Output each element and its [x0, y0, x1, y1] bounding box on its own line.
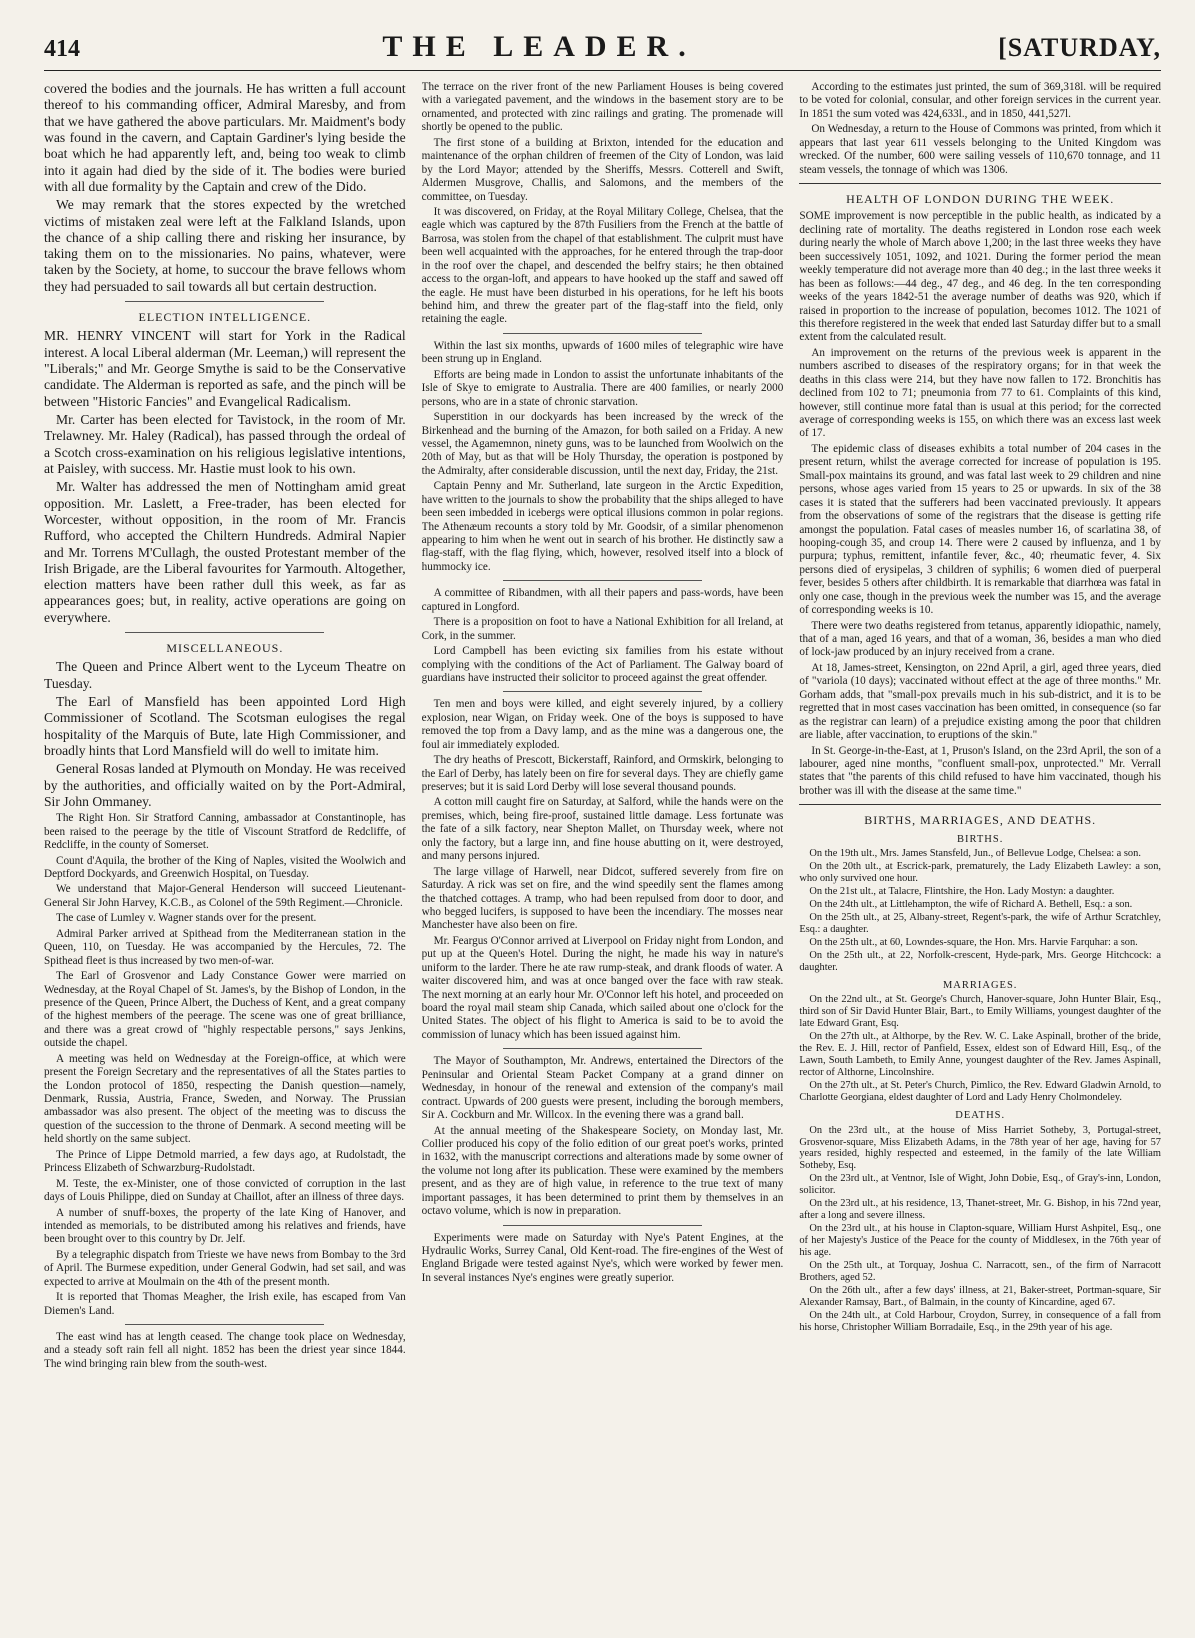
death-notice: On the 23rd ult., at his residence, 13, Thanet-street, Mr. G. Bishop, in his 72nd year, after a long and severe illness. [799, 1198, 1161, 1222]
column-3 [799, 81, 1161, 1636]
article-paragraph: The Earl of Grosvenor and Lady Constance Gower were married on Wednesday, at the Royal Chapel of St. James's, by the Bishop of London, in the presence of the Queen, Prince Albert, the Duchess of Kent, and a great company of the highest members of the peerage. The scene was one of great brilliance, and there was a great crowd of "highly respectable persons," says Jenkins, outside the chapel. [44, 970, 406, 1050]
article-paragraph: The terrace on the river front of the new Parliament Houses is being covered with a variegated pavement, and the windows in the basement story are to be ornamented, and protected with zinc railings and grating. The promenade will shortly be opened to the public. [421, 81, 784, 134]
article-paragraph: covered the bodies and the journals. He has written a full account thereof to his commanding officer, Admiral Maresby, and from that we have gathered the above particulars. Mr. Maidment's body was found in the cavern, and Captain Gardiner's lying beside the boat which he had apparently left, and, being too weak to climb into it again had died by the side of it. The bodies were buried with all due formality by the Captain and crew of the Dido. [44, 81, 406, 194]
article-paragraph: Admiral Parker arrived at Spithead from the Mediterranean station in the Queen, 110, on Tuesday. He was accompanied by the Hercules, 72. The Spithead fleet is thus increased by two men-of-war. [44, 927, 406, 967]
masthead [44, 30, 1161, 71]
article-paragraph: A cotton mill caught fire on Saturday, at Salford, while the hands were on the premises, which, being fire-proof, sustained little damage. Less fortunate was the fate of a silk factory, near Shepton Mallet, on Thursday week, where not only the factory, but a large inn, and fine house abutting on it, were destroyed, and many persons injured. [421, 796, 784, 863]
article-paragraph: Ten men and boys were killed, and eight severely injured, by a colliery explosion, near Wigan, on Friday week. One of the boys is supposed to have removed the top from a Davy lamp, and as the mine was a dangerous one, the foul air immediately exploded. [421, 698, 784, 751]
death-notice: On the 23rd ult., at Ventnor, Isle of Wight, John Dobie, Esq., of Gray's-inn, London, solicitor. [799, 1173, 1161, 1197]
health-heading: HEALTH OF LONDON DURING THE WEEK. [846, 192, 1115, 207]
article-paragraph: By a telegraphic dispatch from Trieste we have news from Bombay to the 3rd of April. The Burmese expedition, under General Godwin, had set sail, and was expected to arrive at Moulmain on the 4th of the present month. [44, 1248, 406, 1288]
deaths-heading: DEATHS. [955, 1109, 1006, 1121]
column-1 [44, 81, 406, 1636]
section-divider [125, 632, 324, 633]
issue-day: [SATURDAY, [998, 33, 1161, 62]
article-paragraph: MR. HENRY VINCENT will start for York in the Radical interest. A local Liberal alderman (Mr. Leeman,) will represent the "Liberals;" and Mr. George Smythe is said to be the Conservative candidate. The Alderman is reported as safe, and the pinch will be between "Historic Fancies" and Evangelical Radicalism. [44, 328, 406, 409]
article-paragraph: An improvement on the returns of the previous week is apparent in the numbers ascribed to diseases of the respiratory organs; for in that week the deaths in this class were 214, but they have now fallen to 172. Bronchitis has declined from 102 to 71; pneumonia from 77 to 61. Complaints of this kind, however, still continue more fatal than is usual at this period; for the corrected average of corresponding weeks is 155, on which there was an excess last week of 17. [799, 346, 1161, 440]
article-paragraph: The Right Hon. Sir Stratford Canning, ambassador at Constantinople, has been raised to the peerage by the title of Viscount Stratford de Redcliffe, of Redcliffe, in the county of Somerset. [44, 812, 406, 852]
section-divider [503, 1225, 702, 1226]
bmd-heading: BIRTHS, MARRIAGES, AND DEATHS. [864, 813, 1097, 828]
marriage-notice: On the 27th ult., at St. Peter's Church, Pimlico, the Rev. Edward Gladwin Arnold, to Charlotte Georgiana, eldest daughter of Lord and Lady Henry Cholmondeley. [799, 1080, 1161, 1103]
article-paragraph: It was discovered, on Friday, at the Royal Military College, Chelsea, that the eagle which was captured by the 87th Fusiliers from the French at the battle of Barrosa, was stolen from the chapel of that establishment. The culprit must have been well acquainted with the approaches, for he entered through the trap-door in the roof over the chapel, and descended the belfry stairs; he then obtained access to the organ-loft, and appears to have hooked up the staff and sawed off the eagle. He must have been disturbed in his operations, for he left his boots behind him, and threw the greater part of the flag-staff into the field, only retaining the eagle. [421, 205, 784, 326]
article-paragraph: We may remark that the stores expected by the wretched victims of mistaken zeal were left at the Falkland Islands, upon the chance of a ship calling there and risking her insurance, by taking them on to the missionaries. No pains, whatever, were taken by the Society, at home, to succour the brave fellows whom they had persuaded to sail towards all but certain destruction. [44, 197, 406, 294]
birth-notice: On the 20th ult., at Escrick-park, prematurely, the Lady Elizabeth Lawley: a son, who only survived one hour. [799, 861, 1161, 885]
article-paragraph: On Wednesday, a return to the House of Commons was printed, from which it appears that last year 611 vessels belonging to the United Kingdom was wrecked. Of the number, 600 were sailing vessels of 110,670 tonnage, and 11 steam vessels, the tonnage of which was 1306. [799, 123, 1161, 176]
misc-list [44, 659, 406, 1318]
birth-notice: On the 21st ult., at Talacre, Flintshire, the Hon. Lady Mostyn: a daughter. [809, 886, 1115, 898]
article-paragraph: Lord Campbell has been evicting six families from his estate without complying with the conditions of the Act of Parliament. The Galway board of guardians have instructed their solicitor to proceed against the great offender. [421, 645, 784, 684]
article-paragraph: A committee of Ribandmen, with all their papers and pass-words, have been captured in Longford. [421, 587, 784, 613]
article-paragraph: Mr. Feargus O'Connor arrived at Liverpool on Friday night from London, and put up at the Queen's Hotel. During the night, he made his way in nature's uniform to the larder. There he ate raw rump-steak, and drank floods of water. A waiter discovered him, and was at once banged over the face with raw steak. The next morning at an early hour Mr. O'Connor left his hotel, and proceeded on board the royal mail steam ship Canada, which sailed about one o'clock for the United States. The object of his flight to America is said to be to avoid the commission of lunacy which has been issued against him. [421, 934, 784, 1041]
miscellaneous-heading: MISCELLANEOUS. [166, 641, 284, 656]
article-paragraph: Superstition in our dockyards has been increased by the wreck of the Birkenhead and the burning of the Amazon, for both sailed on a Friday. A new vessel, the Agamemnon, ninety guns, was to be launched from Woolwich on the 20th of May, but as that will be Holy Thursday, the operation is postponed by the Admiralty, after considerable discussion, until the next day, Friday, the 21st. [421, 411, 784, 477]
article-paragraph: The large village of Harwell, near Didcot, suffered severely from fire on Saturday. A rick was set on fire, and the wind speedily sent the flames among the thatched cottages. A tramp, who had been repulsed from door to door, and who begged lucifers, is supposed to have been the incendiary. The mosses near Manchester have also been on fire. [421, 865, 784, 932]
column-2 [422, 81, 784, 1636]
article-paragraph: At the annual meeting of the Shakespeare Society, on Monday last, Mr. Collier produced his copy of the folio edition of our great poet's works, printed in 1632, with the manuscript corrections and alterations made by some owner of the volume not long after its publication. These were examined by the members present, and as they are of high value, in reference to the true text of many important passages, it has been determined to print them by themselves in an octavo volume, which is now in preparation. [421, 1124, 784, 1218]
death-notice: On the 25th ult., at Torquay, Joshua C. Narracott, sen., of the firm of Narracott Brothers, aged 52. [799, 1260, 1161, 1283]
article-paragraph: SOME improvement is now perceptible in the public health, as indicated by a declining rate of mortality. The deaths registered in London rose each week during nearly the whole of March above 1,200; in the last three weeks they have been successively 1051, 1092, and 1021. During the former period the mean weekly temperature did not average more than 40 deg.; in the last three weeks it has been as follows:—44 deg., 47 deg., and 46 deg. In the ten corresponding weeks of the years 1842-51 the average number of deaths was 920, which if raised in proportion to the increase of population, becomes 1012. The 1021 of this therefore registered in the week that ended last Saturday differ but to a small extent from the calculated result. [799, 210, 1161, 344]
article-paragraph: Within the last six months, upwards of 1600 miles of telegraphic wire have been strung up in England. [421, 339, 784, 366]
births-heading: BIRTHS. [957, 833, 1004, 845]
section-divider [799, 183, 1161, 184]
article-paragraph: The Prince of Lippe Detmold married, a few days ago, at Rudolstadt, the Princess Elizabeth of Schwarzburg-Rudolstadt. [44, 1148, 406, 1175]
birth-notice: On the 19th ult., Mrs. James Stansfeld, Jun., of Bellevue Lodge, Chelsea: a son. [809, 848, 1141, 860]
death-notice: On the 23rd ult., at his house in Clapton-square, William Hurst Ashpitel, Esq., one of her Majesty's Justice of the Peace for the county of Middlesex, in the 76th year of his age. [799, 1223, 1161, 1259]
section-divider [799, 804, 1161, 805]
article-paragraph: A meeting was held on Wednesday at the Foreign-office, at which were present the Foreign Secretary and the representatives of all the States parties to the London protocol of 1850, respecting the Danish question—namely, Denmark, Russia, Austria, France, Sweden, and Norway. The Prussian ambassador was also present. The object of the meeting was to discuss the question of the succession to the throne of Denmark. A second meeting will be held shortly on the same subject. [44, 1052, 406, 1146]
section-divider [503, 691, 702, 692]
article-paragraph: Efforts are being made in London to assist the unfortunate inhabitants of the Isle of Skye to emigrate to Australia. There are 400 families, or nearly 2000 persons, who are in a state of chronic starvation. [421, 368, 784, 408]
article-paragraph: There is a proposition on foot to have a National Exhibition for all Ireland, at Cork, in the summer. [421, 616, 784, 642]
article-paragraph: Experiments were made on Saturday with Nye's Patent Engines, at the Hydraulic Works, Surrey Canal, Old Kent-road. The fire-engines of the West of England Brigade were tested against Nye's, which were worked by fewer men. In several instances Nye's engines were greatly superior. [421, 1231, 784, 1284]
weather-paragraph: The east wind has at length ceased. The change took place on Wednesday, and a steady soft rain fell all night. 1852 has been the driest year since 1844. The wind bringing rain blew from the south-west. [44, 1331, 406, 1370]
marriage-notice: On the 27th ult., at Althorpe, by the Rev. W. C. Lake Aspinall, brother of the bride, the Rev. E. J. Hill, rector of Panfield, Essex, eldest son of Edward Hill, Esq., of the Lawn, South Lambeth, to Emily Anne, youngest daughter of the Rev. James Aspinall, rector of Althorne, Lincolnshire. [799, 1031, 1161, 1079]
article-paragraph: A number of snuff-boxes, the property of the late King of Hanover, and intended as memorials, to be distributed among his relatives and friends, have been brought over to this country by Dr. Jelf. [44, 1206, 406, 1246]
newspaper-title: THE LEADER. [382, 30, 696, 63]
article-paragraph: General Rosas landed at Plymouth on Monday. He was received by the authorities, and officially waited on by the Port-Admiral, Sir John Ommaney. [44, 761, 406, 809]
article-paragraph: The case of Lumley v. Wagner stands over for the present. [56, 912, 317, 925]
article-paragraph: There were two deaths registered from tetanus, apparently idiopathic, namely, that of a man, aged 16 years, and that of a woman, 36, besides a man who died of lock-jaw produced by an injury received from a crane. [799, 619, 1161, 659]
section-divider [503, 580, 702, 581]
section-divider [125, 1324, 324, 1325]
article-paragraph: The first stone of a building at Brixton, intended for the education and maintenance of the orphan children of freemen of the City of London, was laid by the Lord Mayor; attended by the Sheriffs, Messrs. Cotterell and Swift, Aldermen Musgrove, Challis, and Salomons, and the members of the committee, on Tuesday. [421, 136, 784, 203]
marriage-notice: On the 22nd ult., at St. George's Church, Hanover-square, John Hunter Blair, Esq., third son of Sir David Hunter Blair, Bart., to Emily Williams, youngest daughter of the late Edward Grant, Esq. [799, 994, 1161, 1030]
article-paragraph: At 18, James-street, Kensington, on 22nd April, a girl, aged three years, died of "variola (10 days); vaccinated without effect at the age of three months." Mr. Gorham adds, that "small-pox prevails much in his sub-district, and it is to be regretted that in most cases vaccination has been omitted, in consequence (so far as the registrar can learn) of a prejudice existing among the poor that children are liable, after vaccination, to eruptions of the skin." [799, 661, 1161, 742]
birth-notice: On the 25th ult., at 22, Norfolk-crescent, Hyde-park, Mrs. George Hitchcock: a daughter. [799, 949, 1161, 973]
marriages-heading: MARRIAGES. [942, 979, 1018, 991]
article-paragraph: We understand that Major-General Henderson will succeed Lieutenant-General Sir John Harvey, K.C.B., as Colonel of the 59th Regiment.—Chronicle. [44, 883, 406, 909]
birth-notice: On the 25th ult., at 25, Albany-street, Regent's-park, the wife of Arthur Scratchley, Esq.: a daughter. [799, 912, 1161, 935]
article-paragraph: The Queen and Prince Albert went to the Lyceum Theatre on Tuesday. [44, 659, 406, 691]
article-paragraph: The epidemic class of diseases exhibits a total number of 204 cases in the present return, whilst the average corrected for increase of population is 195. Small-pox maintains its ground, and was fatal last week to 29 children and nine persons, whose ages varied from 15 years to 25 or upwards. In six of the 38 cases it is stated that the sufferers had been vaccinated previously. It appears from the observations of some of the registrars that the disease is getting rife amongst the population. Fatal cases of measles number 16, of scarlatina 38, of hooping-cough 35, and croup 14. There were 2 caused by influenza, and 1 by purpura; typhus, remittent, infantile fever, &c., 40; rheumatic fever, 4. Six persons died of erysipelas, 3 children of syphilis; 6 women died of puerperal fever, besides 5 others after childbirth. It is remarkable that diarrhœa was fatal in only one case, though in the previous week the number was 15, and the average of corresponding weeks is 10. [799, 442, 1161, 617]
death-notice: On the 23rd ult., at the house of Miss Harriet Sotheby, 3, Portugal-street, Grosvenor-square, Miss Elizabeth Adams, in the 78th year of her age, having for 57 years resided, highly respected and esteemed, in the family of the late William Sotheby, Esq. [799, 1124, 1161, 1172]
article-paragraph: In St. George-in-the-East, at 1, Pruson's Island, on the 23rd April, the son of a labourer, aged nine months, "confluent small-pox, unprotected." Mr. Verrall states that "the parents of this child refused to have him vaccinated, though his brother was ill with the disease at the same time." [799, 744, 1161, 797]
section-divider [503, 1048, 702, 1049]
article-paragraph: Mr. Carter has been elected for Tavistock, in the room of Mr. Trelawney. Mr. Haley (Radical), has passed through the ordeal of a Scotch cross-examination on his religious legislative intentions, at Paisley, with success. Mr. Hastie must look to his own. [44, 412, 406, 476]
death-notice: On the 24th ult., at Cold Harbour, Croydon, Surrey, in consequence of a fall from his horse, Christopher William Borradaile, Esq., in the 29th year of his age. [799, 1309, 1161, 1333]
bmd-section [799, 834, 1161, 1334]
page-number: 414 [44, 36, 80, 62]
birth-notice: On the 25th ult., at 60, Lowndes-square, the Hon. Mrs. Harvie Farquhar: a son. [809, 936, 1138, 948]
section-divider [503, 333, 702, 334]
col1-intro [44, 81, 406, 295]
section-divider [125, 301, 324, 302]
article-paragraph: The dry heaths of Prescott, Bickerstaff, Rainford, and Ormskirk, belonging to the Earl of Derby, has lately been on fire for several days. They are chiefly game preserves; but it is said Lord Derby will lose several thousand pounds. [421, 754, 784, 793]
article-paragraph: Count d'Aquila, the brother of the King of Naples, visited the Woolwich and Deptford Dockyards, and Greenwich Hospital, on Tuesday. [44, 854, 406, 881]
election-heading: ELECTION INTELLIGENCE. [138, 310, 312, 325]
death-notice: On the 26th ult., after a few days' illness, at 21, Baker-street, Portman-square, Sir Alexander Ramsay, Bart., of Balmain, in the county of Kincardine, aged 67. [799, 1284, 1161, 1308]
article-paragraph: Mr. Walter has addressed the men of Nottingham amid great opposition. Mr. Laslett, a Free-trader, has been elected for Worcester, without opposition, in the room of Mr. Francis Rufford, who accepted the Chiltern Hundreds. Admiral Napier and Mr. Torrens M'Cullagh, the ousted Protestant member of the Irish Brigade, are the Liberal favourites for Yarmouth. Altogether, election matters have been rather dull this week, as far as appearances goes; but, in reality, active operations are going on everywhere. [44, 479, 406, 625]
article-paragraph: The Earl of Mansfield has been appointed Lord High Commissioner of Scotland. The Scotsman eulogises the regal hospitality of the Marquis of Bute, late High Commissioner, and broadly hints that Lord Mansfield will do well to imitate him. [44, 694, 406, 759]
article-paragraph: It is reported that Thomas Meagher, the Irish exile, has escaped from Van Diemen's Land. [44, 1291, 406, 1317]
birth-notice: On the 24th ult., at Littlehampton, the wife of Richard A. Bethell, Esq.: a son. [809, 899, 1133, 911]
article-paragraph: The Mayor of Southampton, Mr. Andrews, entertained the Directors of the Peninsular and Oriental Steam Packet Company at a grand dinner on Wednesday, in honour of the renewal and extension of the company's mail contract. Upwards of 200 guests were present, including the borough members, Sir A. Cockburn and Mr. Willcox. In the evening there was a grand ball. [421, 1055, 784, 1122]
article-paragraph: According to the estimates just printed, the sum of 369,318l. will be required to be voted for colonial, consular, and other foreign services in the current year. In 1851 the sum voted was 424,633l., and in 1850, 441,527l. [799, 81, 1161, 120]
article-paragraph: M. Teste, the ex-Minister, one of those convicted of corruption in the last days of Louis Philippe, died on Sunday at Chaillot, after an illness of three days. [44, 1177, 406, 1204]
article-paragraph: Captain Penny and Mr. Sutherland, late surgeon in the Arctic Expedition, have written to the journals to show the probability that the ships alleged to have been seen imbedded in icebergs were optical illusions common in polar regions. The Athenæum recounts a story told by Mr. Goodsir, of a similar phenomenon appearing to him when he went out in search of his brother. He distinctly saw a flag-staff, with the flag flying, which, however, resolved itself into a block of hummocky ice. [421, 480, 784, 573]
